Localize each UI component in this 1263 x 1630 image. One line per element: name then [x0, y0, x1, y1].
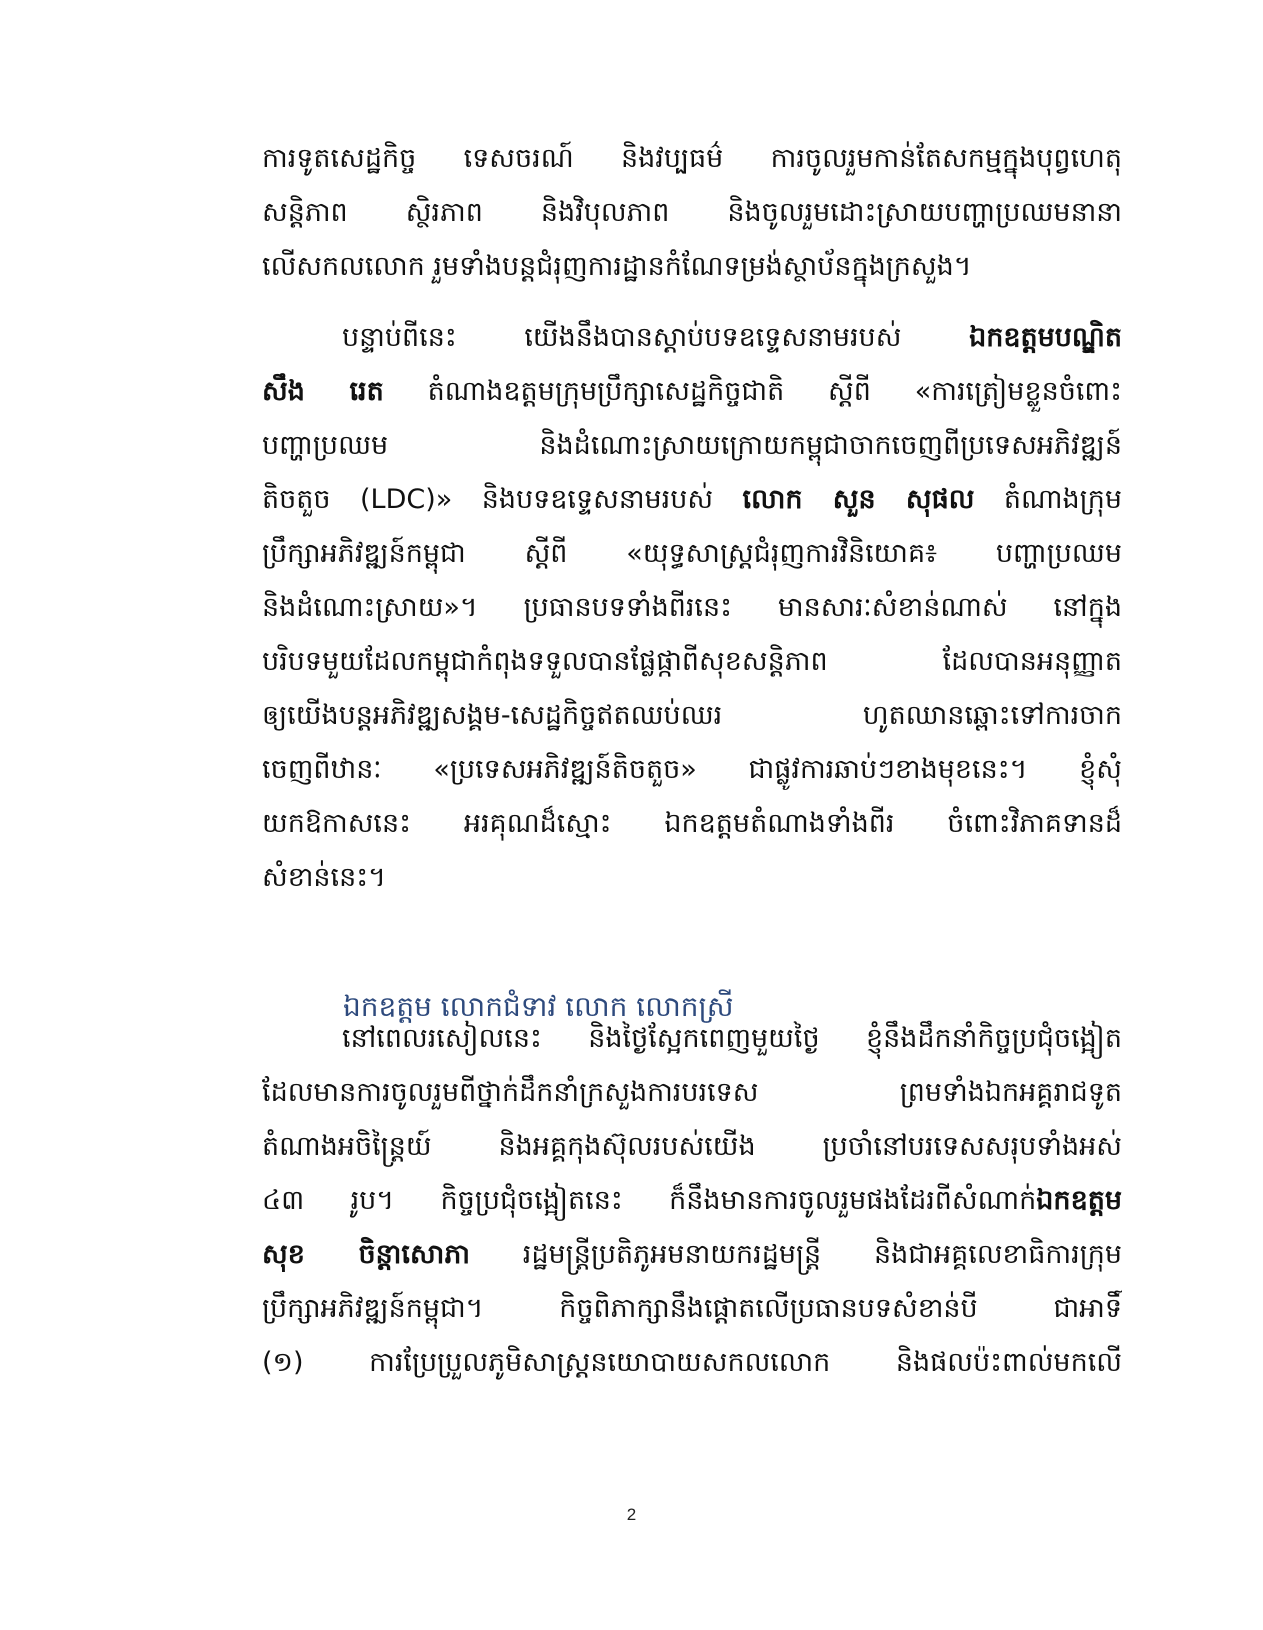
- paragraph-3-line-1: នៅពេលរសៀលនេះ និងថ្ងៃស្អែកពេញមួយថ្ងៃ ខ្ញុំនឹងដឹកនាំកិច្ចប្រជុំចង្អៀត: [342, 1023, 1122, 1054]
- text-run: តំណាងក្រុម: [974, 484, 1122, 515]
- speaker-name-bold: សឹង រេត: [262, 376, 384, 407]
- speaker-title-bold: ឯកឧត្តម: [1036, 1185, 1122, 1216]
- section-heading: ឯកឧត្តម លោកជំទាវ លោក លោកស្រី: [343, 990, 734, 1023]
- paragraph-1-line-1: ការទូតសេដ្ឋកិច្ច ទេសចរណ៍ និងវប្បធម៌ ការចូលរួមកាន់តែសកម្មក្នុងបុព្វហេតុ: [262, 143, 1122, 174]
- paragraph-1-line-2: សន្តិភាព ស្ថិរភាព និងវិបុលភាព និងចូលរួមដោះស្រាយបញ្ហាប្រឈមនានា: [262, 197, 1122, 228]
- text-run: បន្ទាប់ពីនេះ យើងនឹងបានស្តាប់បទឧទ្ទេសនាមរបស់: [342, 322, 970, 353]
- paragraph-2-line-11: សំខាន់នេះ។: [262, 862, 386, 893]
- paragraph-3-line-4: [262, 1174, 1122, 1228]
- text-run: ៤៣ រូប។ កិច្ចប្រជុំចង្អៀតនេះ ក៏នឹងមានការចូលរួមផងដែរពីសំណាក់: [262, 1185, 1037, 1216]
- paragraph-3-line-7: (១) ការប្រែប្រួលភូមិសាស្ត្រនយោបាយសកលលោក និងផលប៉ះពាល់មកលើ: [262, 1347, 1122, 1378]
- speaker-name-bold: លោក សួន សុផល: [742, 484, 975, 515]
- paragraph-1-line-3: លើសកលលោក រួមទាំងបន្តជំរុញការដ្ឋានកំណែទម្រង់ស្ថាប័នក្នុងក្រសួង។: [262, 251, 972, 282]
- paragraph-3: [262, 1012, 1122, 1390]
- paragraph-3-line-2: ដែលមានការចូលរួមពីថ្នាក់ដឹកនាំក្រសួងការបរទេស ព្រមទាំងឯកអគ្គរាជទូត: [262, 1077, 1122, 1108]
- text-run: តិចតួច (LDC)» និងបទឧទ្ទេសនាមរបស់: [262, 484, 743, 515]
- paragraph-2-line-1: [262, 311, 1122, 365]
- paragraph-2: [262, 311, 1122, 905]
- paragraph-2-line-8: ឲ្យយើងបន្តអភិវឌ្ឍសង្គម-សេដ្ឋកិច្ចឥតឈប់ឈរ ហូតឈានឆ្ពោះទៅការចាក: [262, 700, 1122, 731]
- paragraph-2-line-5: ប្រឹក្សាអភិវឌ្ឍន៍កម្ពុជា ស្តីពី «យុទ្ធសាស្ត្រជំរុញការវិនិយោគ៖ បញ្ហាប្រឈម: [262, 538, 1122, 569]
- speaker-name-bold: សុខ ចិន្តាសោភា: [262, 1239, 470, 1270]
- paragraph-2-line-6: និងដំណោះស្រាយ»។ ប្រធានបទទាំងពីរនេះ មានសារៈសំខាន់ណាស់ នៅក្នុង: [262, 592, 1122, 623]
- paragraph-2-line-4: [262, 473, 1122, 527]
- paragraph-1: [262, 132, 1122, 294]
- text-run: រដ្ឋមន្ត្រីប្រតិភូអមនាយករដ្ឋមន្ត្រី និងជាអគ្គលេខាធិការក្រុម: [469, 1239, 1122, 1270]
- paragraph-2-line-10: យកឱកាសនេះ អរគុណដ៏ស្មោះ ឯកឧត្តមតំណាងទាំងពីរ ចំពោះវិភាគទានដ៏: [262, 808, 1122, 839]
- paragraph-2-line-2: [262, 365, 1122, 419]
- paragraph-3-line-3: តំណាងអចិន្ត្រៃយ៍ និងអគ្គកុងស៊ុលរបស់យើង ប្រចាំនៅបរទេសសរុបទាំងអស់: [262, 1131, 1122, 1162]
- speaker-title-bold: ឯកឧត្តមបណ្ឌិត: [969, 322, 1122, 353]
- text-run: តំណាងឧត្តមក្រុមប្រឹក្សាសេដ្ឋកិច្ចជាតិ ស្តីពី «ការត្រៀមខ្លួនចំពោះ: [383, 376, 1122, 407]
- paragraph-3-line-5: [262, 1228, 1122, 1282]
- paragraph-2-line-7: បរិបទមួយដែលកម្ពុជាកំពុងទទួលបានផ្លែផ្កាពីសុខសន្តិភាព ដែលបានអនុញ្ញាត: [262, 646, 1122, 677]
- paragraph-3-line-6: ប្រឹក្សាអភិវឌ្ឍន៍កម្ពុជា។ កិច្ចពិភាក្សានឹងផ្តោតលើប្រធានបទសំខាន់បី ជាអាទិ៍: [262, 1293, 1122, 1324]
- paragraph-2-line-3: បញ្ហាប្រឈម និងដំណោះស្រាយក្រោយកម្ពុជាចាកចេញពីប្រទេសអភិវឌ្ឍន៍: [262, 430, 1122, 461]
- paragraph-2-line-9: ចេញពីឋានៈ «ប្រទេសអភិវឌ្ឍន៍តិចតួច» ជាផ្លូវការឆាប់ៗខាងមុខនេះ។ ខ្ញុំសុំ: [262, 754, 1122, 785]
- page-number: 2: [626, 1505, 637, 1524]
